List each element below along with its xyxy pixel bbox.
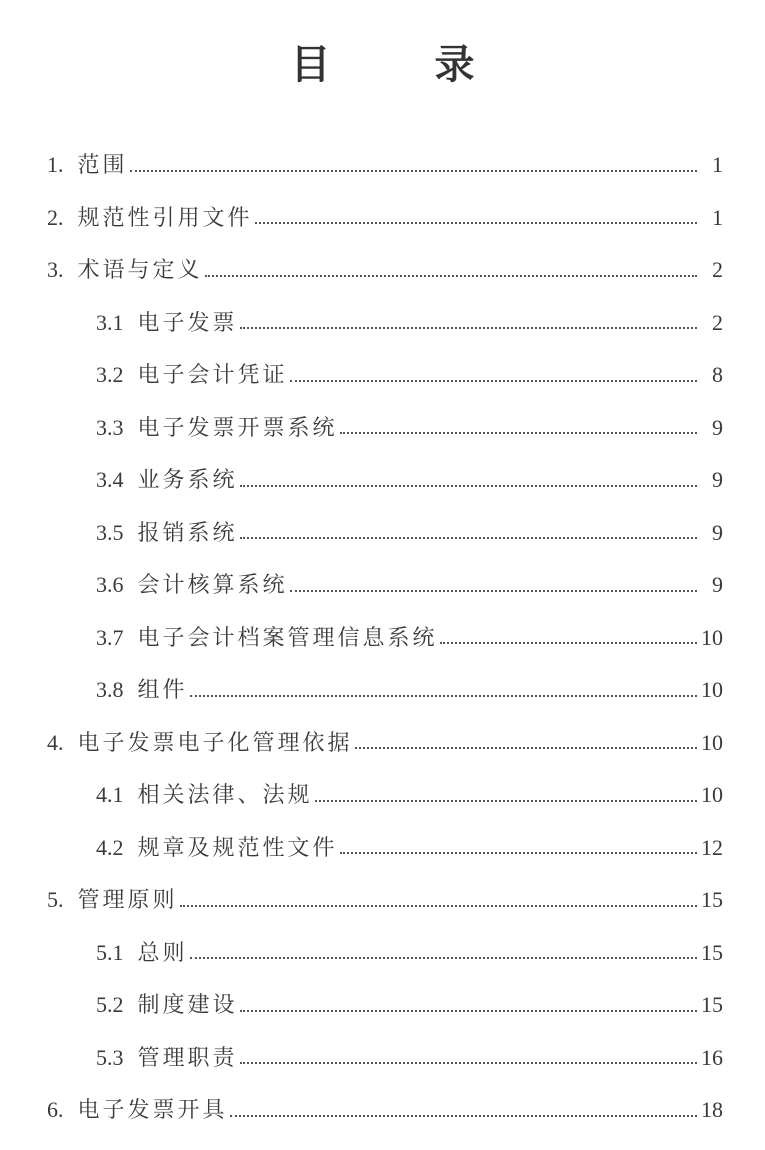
toc-entry[interactable] [0, 402, 765, 455]
toc-leader-dots [440, 642, 697, 644]
toc-entry-page-number: 15 [701, 992, 723, 1017]
toc-entry-label: 术语与定义 [77, 258, 203, 283]
toc-leader-dots [315, 800, 697, 802]
toc-entry-page-number: 15 [701, 887, 723, 912]
toc-entry-page-number: 10 [701, 677, 723, 702]
toc-entry-number: 3.6 [96, 572, 124, 597]
toc-entry-page-number: 10 [701, 624, 723, 650]
toc-leader-dots [180, 905, 697, 907]
toc-entry-label: 电子发票电子化管理依据 [77, 730, 353, 756]
toc-entry[interactable] [0, 664, 765, 717]
toc-entry[interactable] [0, 1084, 765, 1137]
toc-entry-label: 电子会计档案管理信息系统 [137, 625, 438, 651]
toc-entry-number: 3.3 [96, 414, 124, 440]
toc-entry-page-number: 18 [701, 1097, 723, 1122]
toc-entry-label: 报销系统 [137, 520, 238, 546]
toc-entry-number: 1. [47, 152, 64, 177]
toc-entry-number: 3.5 [96, 519, 124, 545]
toc-leader-dots [340, 852, 697, 854]
toc-leader-dots [190, 957, 697, 959]
toc-leader-dots [290, 590, 697, 592]
toc-entry[interactable] [0, 297, 765, 350]
toc-entry[interactable] [0, 927, 765, 980]
toc-entry-number: 3.7 [96, 624, 124, 650]
toc-entry-label: 电子发票开票系统 [137, 415, 338, 441]
toc-entry-label: 相关法律、法规 [137, 783, 313, 808]
toc-entry-number: 5. [47, 887, 64, 912]
toc-entry-number: 3.1 [96, 309, 124, 335]
toc-entry-number: 3.4 [96, 467, 124, 492]
toc-entry-page-number: 10 [701, 782, 723, 807]
toc-entry[interactable] [0, 717, 765, 770]
toc-entry[interactable] [0, 139, 765, 192]
toc-entry-label: 会计核算系统 [137, 573, 288, 598]
toc-entry-label: 业务系统 [137, 468, 238, 493]
toc-entry-page-number: 9 [712, 572, 723, 597]
toc-entry[interactable] [0, 979, 765, 1032]
toc-entry-page-number: 10 [701, 729, 723, 755]
toc-entry-page-number: 1 [712, 204, 723, 230]
page-title: 目 录 [290, 41, 507, 88]
toc-entry-number: 5.2 [96, 992, 124, 1017]
toc-entry[interactable] [0, 244, 765, 297]
toc-entry[interactable] [0, 454, 765, 507]
toc-entry[interactable] [0, 1032, 765, 1085]
toc-leader-dots [240, 485, 697, 487]
toc-leader-dots [130, 170, 697, 172]
toc-entry-number: 6. [47, 1097, 64, 1122]
toc-entry-page-number: 1 [712, 152, 723, 177]
toc-entry-number: 3.8 [96, 677, 124, 702]
toc-entry-label: 电子发票开具 [77, 1098, 228, 1123]
toc-entry-page-number: 8 [712, 362, 723, 387]
toc-entry-label: 组件 [137, 678, 188, 703]
toc-entry-number: 3.2 [96, 362, 124, 387]
toc-entry-page-number: 9 [712, 414, 723, 440]
toc-leader-dots [340, 432, 697, 434]
toc-entry-label: 管理原则 [77, 888, 178, 913]
toc-entry-number: 5.1 [96, 939, 124, 965]
toc-entry[interactable] [0, 192, 765, 245]
toc-leader-dots [240, 1010, 697, 1012]
toc-entry[interactable] [0, 349, 765, 402]
toc-entry-label: 管理职责 [137, 1045, 238, 1071]
toc-entry-number: 5.3 [96, 1044, 124, 1070]
toc-list [0, 139, 765, 1137]
toc-entry-page-number: 2 [712, 309, 723, 335]
toc-entry-label: 范围 [77, 153, 128, 178]
toc-entry-label: 总则 [137, 940, 188, 966]
toc-leader-dots [205, 275, 697, 277]
toc-entry-page-number: 2 [712, 257, 723, 282]
toc-leader-dots [355, 747, 697, 749]
toc-entry-page-number: 12 [701, 834, 723, 860]
toc-leader-dots [230, 1115, 697, 1117]
toc-leader-dots [255, 222, 697, 224]
toc-entry[interactable] [0, 874, 765, 927]
toc-leader-dots [290, 380, 697, 382]
toc-leader-dots [190, 695, 697, 697]
toc-entry-number: 4.1 [96, 782, 124, 807]
toc-entry-number: 4. [47, 729, 64, 755]
toc-entry-label: 规范性引用文件 [77, 205, 253, 231]
toc-entry-label: 电子发票 [137, 310, 238, 336]
toc-entry[interactable] [0, 612, 765, 665]
toc-entry-number: 3. [47, 257, 64, 282]
toc-entry[interactable] [0, 822, 765, 875]
toc-entry-page-number: 9 [712, 467, 723, 492]
toc-entry-label: 制度建设 [137, 993, 238, 1018]
toc-entry-page-number: 16 [701, 1044, 723, 1070]
toc-entry-page-number: 9 [712, 519, 723, 545]
toc-entry-label: 电子会计凭证 [137, 363, 288, 388]
toc-leader-dots [240, 327, 697, 329]
toc-entry-number: 2. [47, 204, 64, 230]
toc-entry[interactable] [0, 507, 765, 560]
toc-entry-page-number: 15 [701, 939, 723, 965]
toc-entry[interactable] [0, 559, 765, 612]
toc-entry-label: 规章及规范性文件 [137, 835, 338, 861]
toc-entry[interactable] [0, 769, 765, 822]
toc-leader-dots [240, 537, 697, 539]
toc-entry-number: 4.2 [96, 834, 124, 860]
toc-leader-dots [240, 1062, 697, 1064]
